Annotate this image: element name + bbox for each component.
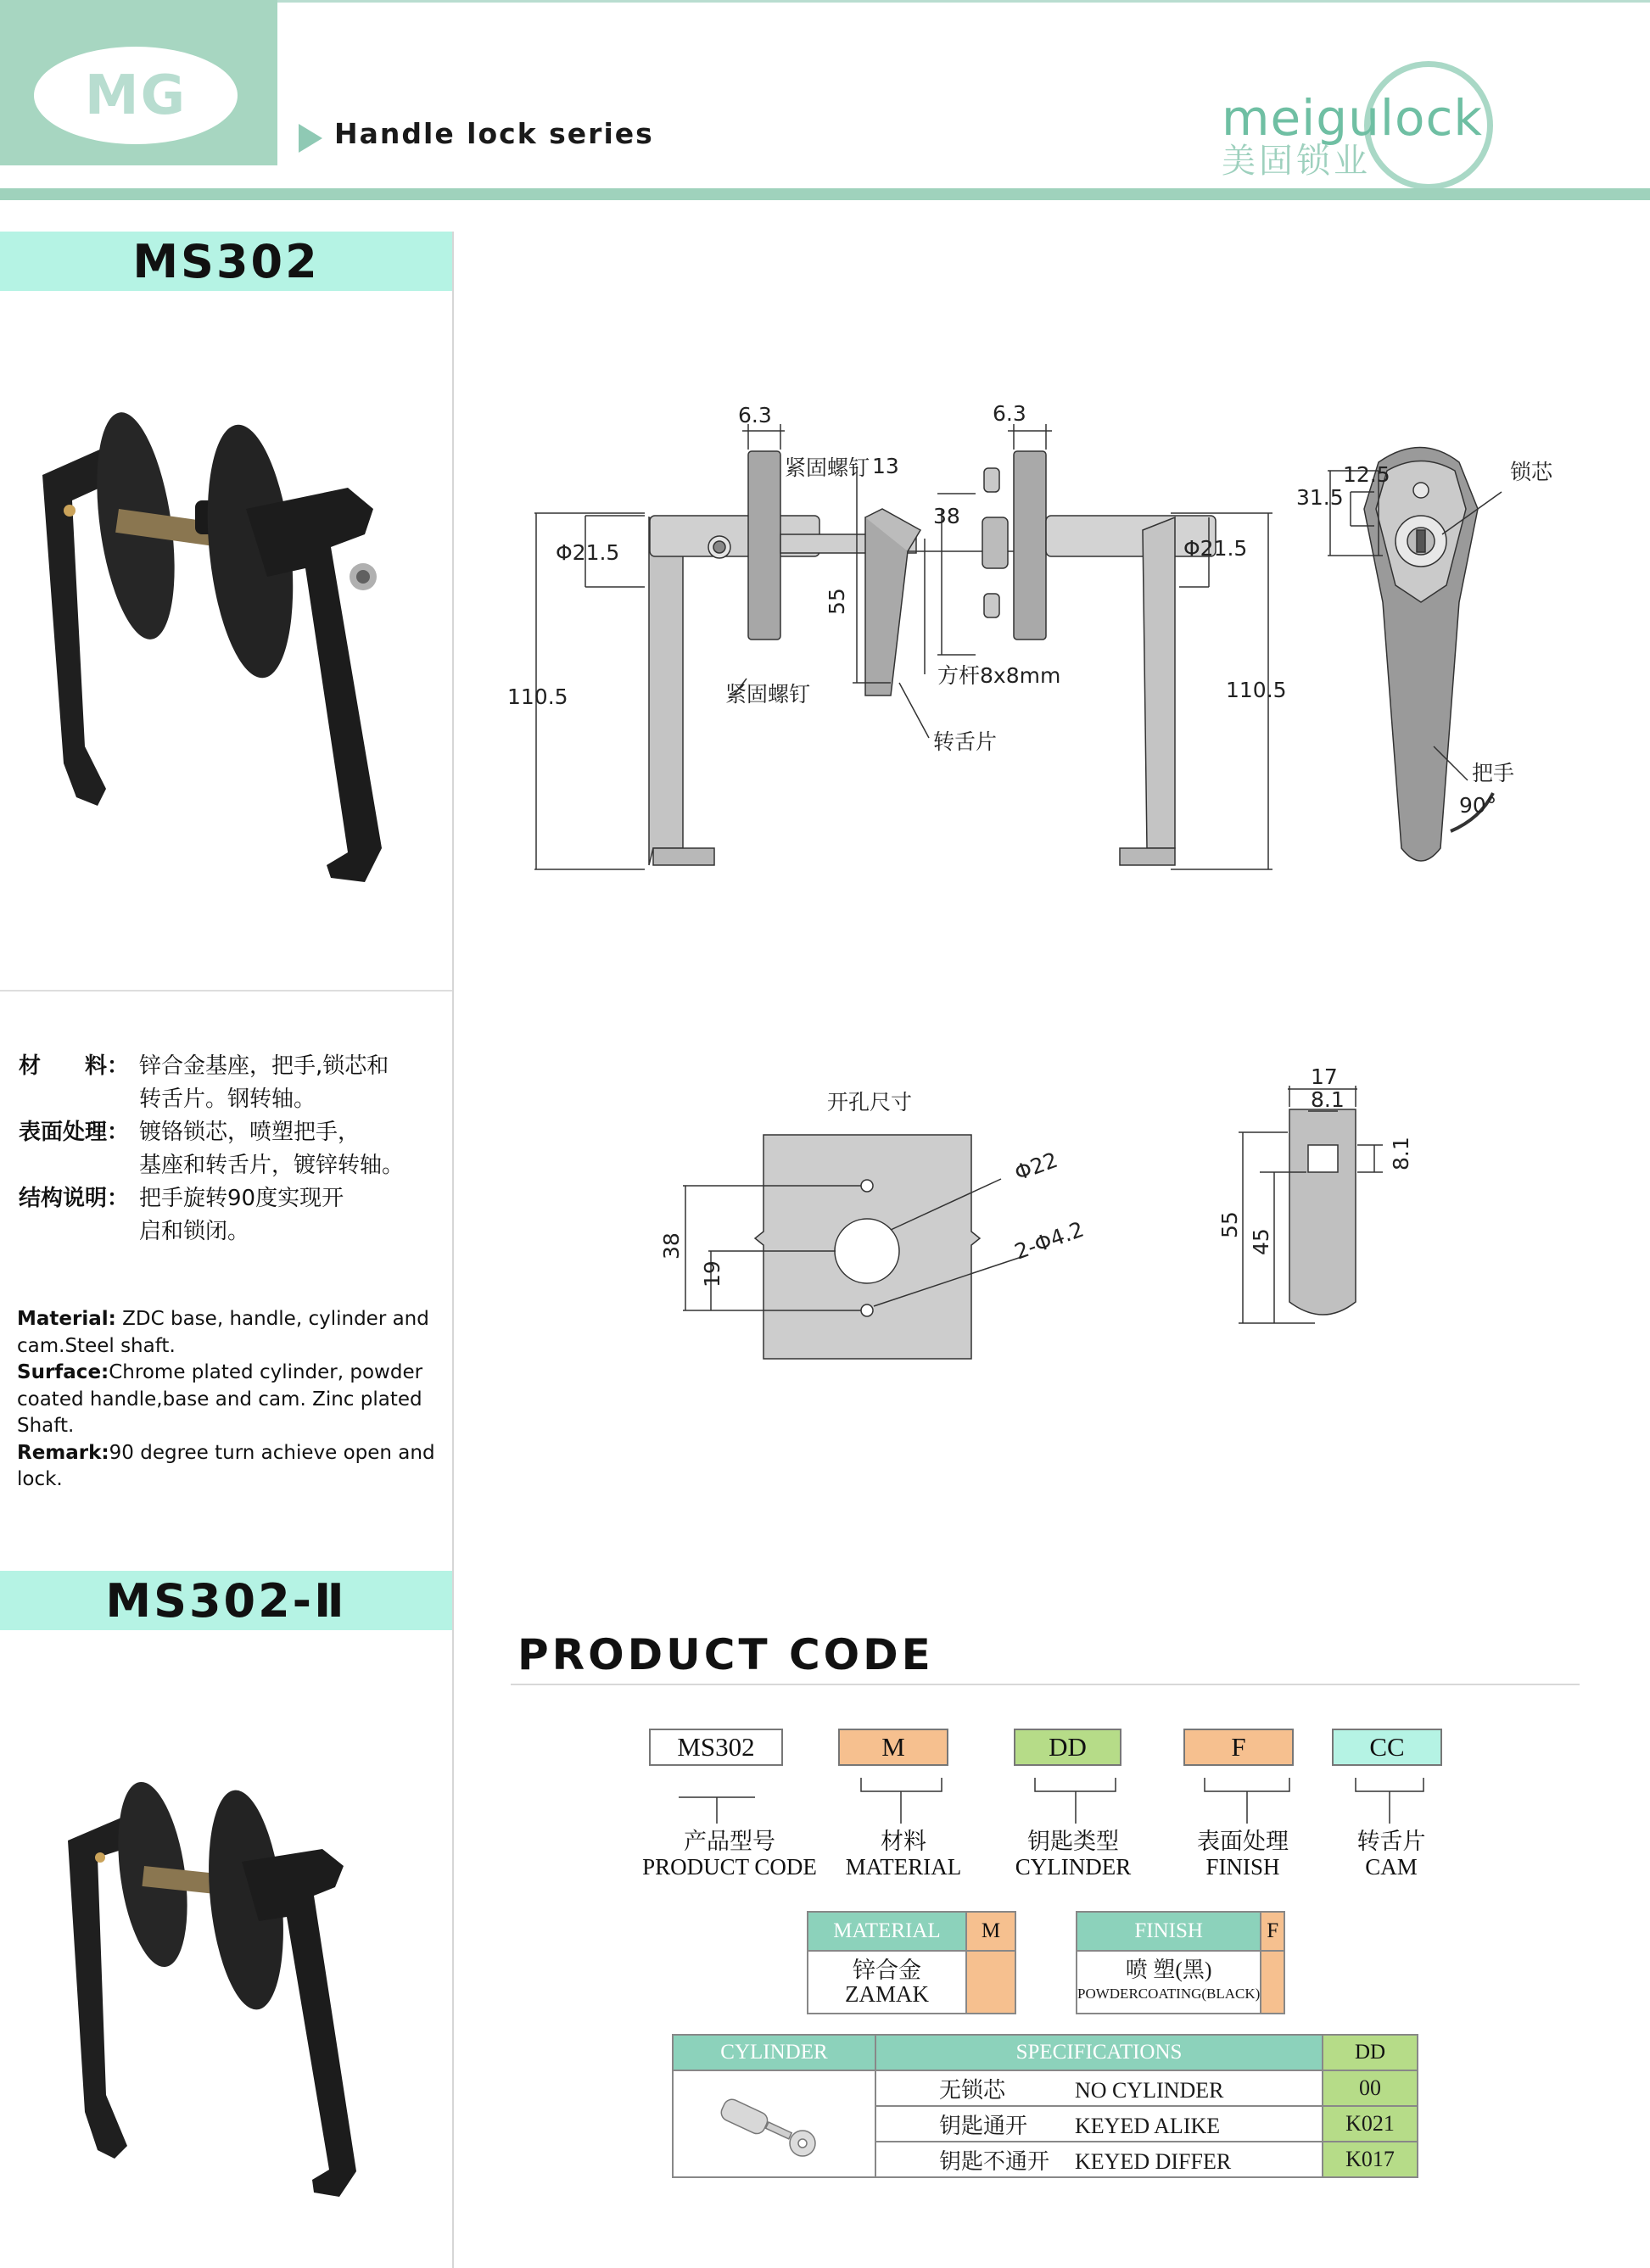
code-label-finish: [1175, 1829, 1311, 1880]
code-label-cn: 材料: [881, 1829, 926, 1854]
label-handle: 把手: [1472, 761, 1515, 785]
dim-13: 13: [872, 454, 899, 478]
surface-text: Chrome plated cylinder, powder coated handle,base and cam. Zinc plated Shaft.: [17, 1361, 423, 1437]
spec-cn: 无锁芯: [939, 2077, 1006, 2103]
spec-table-head: SPECIFICATIONS: [875, 2035, 1323, 2070]
label-cylinder: 锁芯: [1510, 460, 1553, 484]
material-table: [807, 1911, 1016, 2014]
dim-phi-right: Φ21.5: [1183, 536, 1248, 561]
finish-table-code: F: [1261, 1912, 1284, 1951]
spec-cn: 钥匙不通开: [939, 2148, 1050, 2174]
spec-code: K017: [1323, 2142, 1418, 2177]
model-title-ms302-ii: MS302-Ⅱ: [0, 1571, 452, 1630]
spec-value: 把手旋转90度实现开: [139, 1186, 344, 1211]
code-label-en: CYLINDER: [1015, 1854, 1132, 1880]
finish-table: [1076, 1911, 1285, 2014]
code-box-finish: F: [1183, 1729, 1294, 1766]
code-label-product: [632, 1829, 827, 1880]
brand-name-cn: 美固锁业: [1222, 142, 1371, 181]
dim-55: 55: [825, 588, 849, 615]
cylinder-key-icon: [719, 2080, 830, 2165]
label-set-screw-bottom: 紧固螺钉: [725, 682, 811, 707]
material-table-value: [808, 1951, 966, 2014]
label-set-screw-top: 紧固螺钉: [785, 455, 870, 480]
code-label-en: CAM: [1365, 1854, 1418, 1880]
label-cam: 转舌片: [933, 729, 998, 754]
material-cn: 锌合金: [853, 1958, 921, 1983]
code-box-cam: CC: [1332, 1729, 1442, 1766]
finish-en: POWDERCOATING(BLACK): [1077, 1986, 1261, 2002]
dim-height-left: 110.5: [507, 684, 568, 709]
spec-row-material: [19, 1050, 404, 1083]
label-turn: 90°: [1459, 793, 1497, 818]
brand-name-en: meigulock: [1222, 89, 1483, 147]
cam-dim-55: 55: [1217, 1211, 1242, 1238]
product-code-rule: [511, 1684, 1580, 1685]
spec-value: 镀铬锁芯，喷塑把手，: [139, 1120, 361, 1145]
finish-table-head: FINISH: [1077, 1912, 1261, 1951]
spec-key: 表面处理：: [19, 1120, 130, 1145]
dim-top-right: 6.3: [993, 401, 1026, 426]
spec-row: [875, 2106, 1323, 2142]
dim-31-5: 31.5: [1296, 485, 1344, 510]
spec-row: [875, 2070, 1323, 2106]
material-table-code-cell: [966, 1951, 1015, 2014]
code-box-material: M: [838, 1729, 948, 1766]
cutout-dim-38: 38: [659, 1232, 684, 1260]
cylinder-table-head: CYLINDER: [673, 2035, 875, 2070]
spec-english: [17, 1306, 441, 1494]
dim-phi-left: Φ21.5: [556, 540, 620, 565]
spec-key: 结构说明：: [19, 1186, 130, 1211]
finish-cn: 喷 塑(黑): [1125, 1958, 1212, 1982]
material-en: ZAMAK: [845, 1981, 929, 2007]
spec-row-surface-2: [19, 1149, 404, 1182]
spec-en: KEYED ALIKE: [1075, 2113, 1221, 2138]
technical-drawing-cutout: [645, 1069, 1442, 1374]
spec-value: 锌合金基座，把手,锁芯和: [139, 1053, 389, 1079]
code-label-cn: 产品型号: [684, 1829, 775, 1854]
spec-cn: 钥匙通开: [939, 2113, 1028, 2138]
surface-label: Surface:: [17, 1361, 109, 1383]
cam-dim-45: 45: [1249, 1228, 1273, 1255]
spec-code: 00: [1323, 2070, 1418, 2106]
code-box-product: MS302: [649, 1729, 783, 1766]
dim-12-5: 12.5: [1343, 462, 1390, 487]
code-label-cn: 表面处理: [1197, 1829, 1289, 1854]
spec-key: 材 料：: [19, 1053, 130, 1079]
remark-text: 90 degree turn achieve open and lock.: [17, 1441, 435, 1490]
logo-text: MG: [84, 64, 187, 127]
code-label-cn: 钥匙类型: [1027, 1829, 1119, 1854]
header-top-line: [277, 0, 1650, 3]
series-title: Handle lock series: [334, 117, 654, 150]
cam-dim-8-1-top: 8.1: [1311, 1087, 1345, 1112]
header-rule: [0, 188, 1650, 200]
mg-logo: [34, 47, 238, 144]
product-code-title: PRODUCT CODE: [517, 1630, 934, 1679]
cutout-dim-19: 19: [700, 1260, 724, 1288]
material-table-code: M: [966, 1912, 1015, 1951]
material-table-head: MATERIAL: [808, 1912, 966, 1951]
code-label-material: [836, 1829, 971, 1880]
column-divider: [452, 232, 454, 2268]
finish-table-code-cell: [1261, 1951, 1284, 2014]
spec-row-structure-2: [19, 1215, 404, 1249]
code-label-cn: 转舌片: [1356, 1829, 1426, 1854]
material-text: ZDC base, handle, cylinder and cam.Steel shaft.: [17, 1308, 429, 1357]
label-square-shaft: 方杆8x8mm: [937, 663, 1061, 688]
code-label-en: FINISH: [1205, 1854, 1280, 1880]
material-label: Material:: [17, 1308, 116, 1330]
section-separator: [0, 990, 452, 992]
spec-row-surface: [19, 1116, 404, 1149]
cam-dim-8-1-side: 8.1: [1389, 1137, 1413, 1170]
spec-code: K021: [1323, 2106, 1418, 2142]
remark-label: Remark:: [17, 1441, 109, 1464]
cylinder-table: [672, 2034, 1418, 2178]
spec-chinese: [19, 1050, 404, 1249]
spec-value: 启和锁闭。: [139, 1219, 250, 1244]
dim-38: 38: [933, 504, 960, 528]
spec-row-material-2: [19, 1083, 404, 1116]
dim-height-right: 110.5: [1226, 678, 1287, 702]
handle-lock-photo-1: [25, 407, 433, 899]
spec-value: 基座和转舌片，镀锌转轴。: [139, 1153, 405, 1178]
code-box-cylinder: DD: [1014, 1729, 1121, 1766]
spec-en: KEYED DIFFER: [1075, 2148, 1232, 2174]
spec-row-structure: [19, 1182, 404, 1215]
model-title-ms302: MS302: [0, 232, 452, 291]
cylinder-image-cell: [673, 2070, 875, 2177]
dd-table-head: DD: [1323, 2035, 1418, 2070]
cutout-title: 开孔尺寸: [827, 1090, 913, 1114]
code-connectors: [645, 1768, 1459, 1827]
dim-top-left: 6.3: [738, 403, 772, 427]
code-label-cylinder: [1001, 1829, 1145, 1880]
spec-row: [875, 2142, 1323, 2177]
code-label-cam: [1332, 1829, 1451, 1880]
finish-table-value: [1077, 1951, 1261, 2014]
code-label-en: PRODUCT CODE: [642, 1854, 817, 1880]
triangle-bullet-icon: [299, 124, 322, 153]
technical-drawing-front: [492, 390, 1629, 882]
cam-dim-17: 17: [1311, 1069, 1338, 1089]
spec-value: 转舌片。钢转轴。: [139, 1087, 316, 1112]
spec-en: NO CYLINDER: [1075, 2077, 1224, 2103]
code-label-en: MATERIAL: [845, 1854, 962, 1880]
cutout-dim-holes: 2-Φ4.2: [1011, 1216, 1088, 1265]
handle-lock-photo-2: [59, 1773, 416, 2197]
cutout-dim-phi22: Φ22: [1011, 1147, 1061, 1186]
